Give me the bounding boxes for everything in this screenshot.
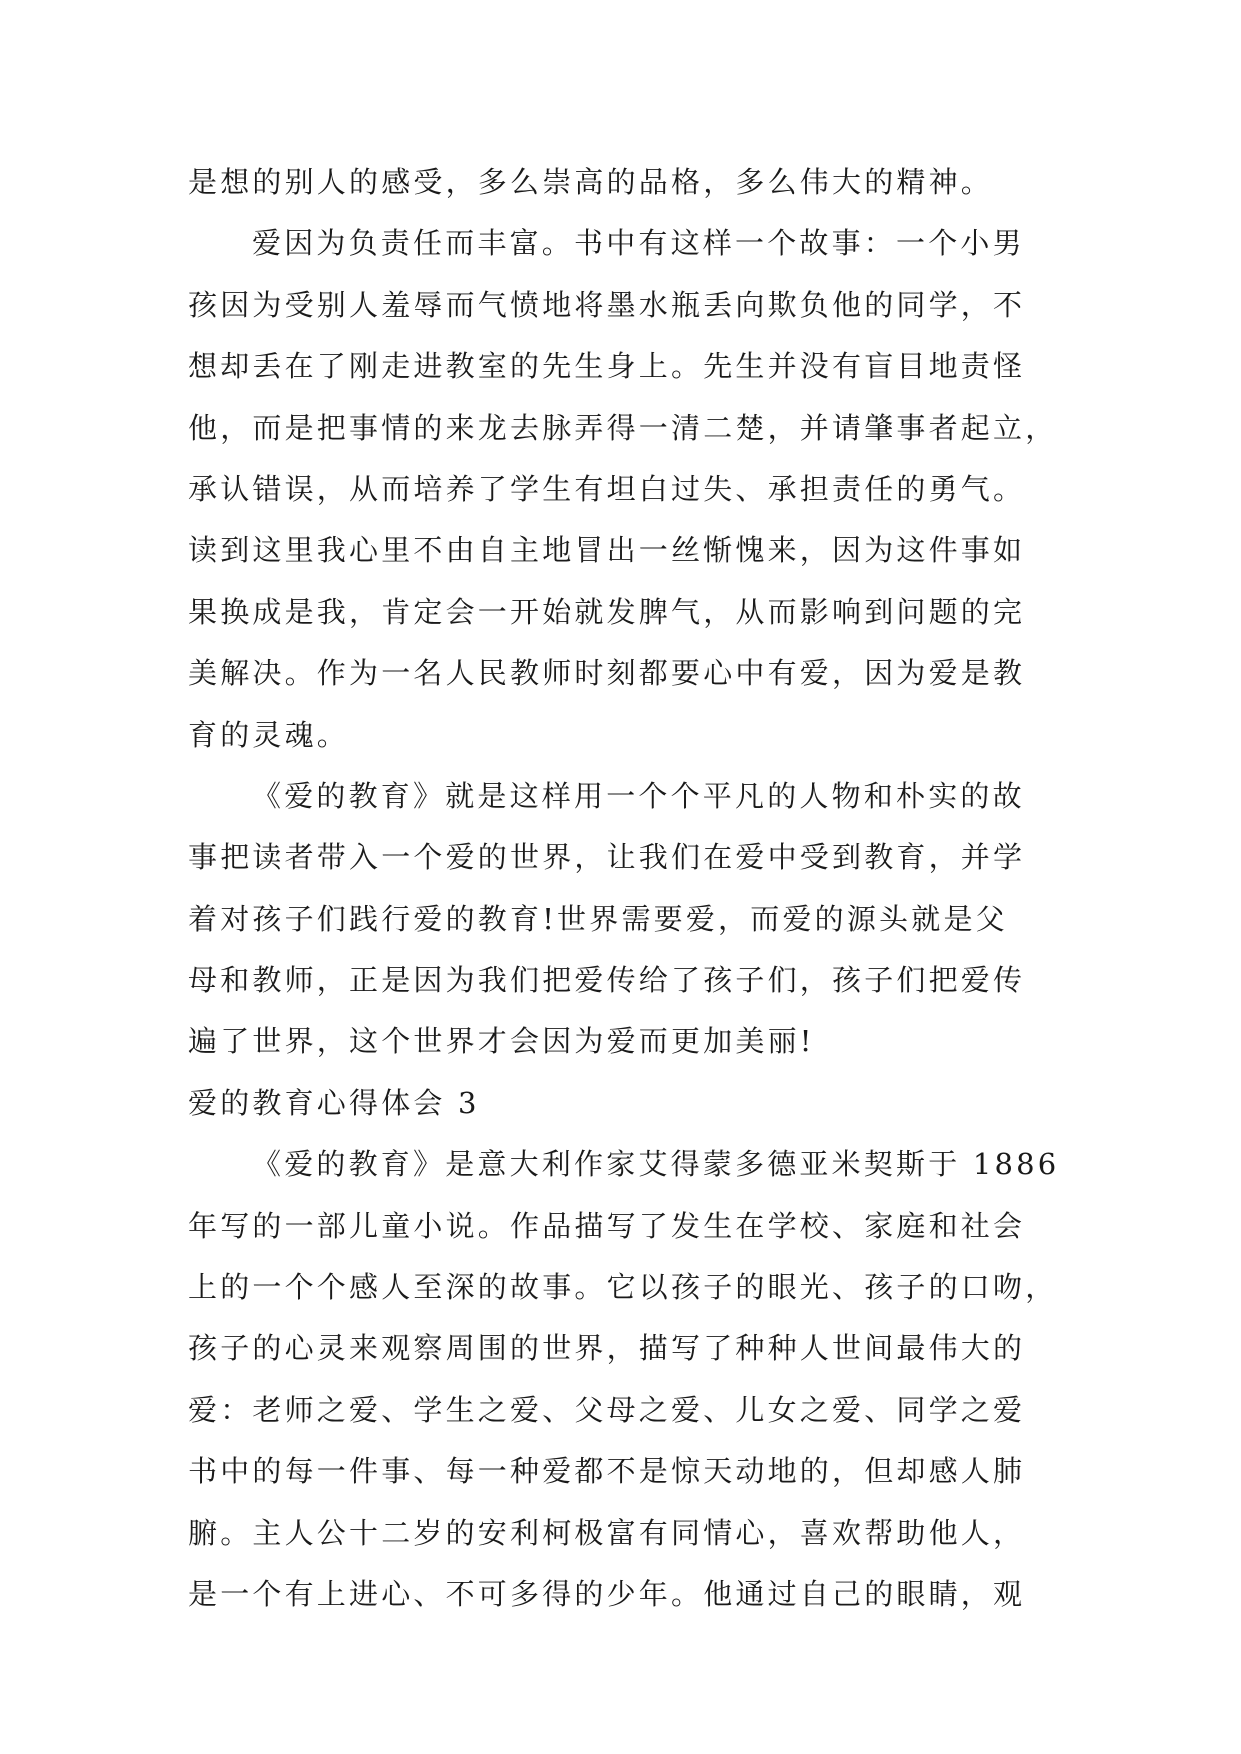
text-line: 爱：老师之爱、学生之爱、父母之爱、儿女之爱、同学之爱: [188, 1392, 1026, 1427]
text-line: 是想的别人的感受，多么崇高的品格，多么伟大的精神。: [188, 165, 994, 199]
text-line: 腑。主人公十二岁的安利柯极富有同情心，喜欢帮助他人，: [188, 1515, 1026, 1550]
text-line: 着对孩子们践行爱的教育!世界需要爱，而爱的源头就是父: [188, 901, 1008, 936]
text-line: 是一个有上进心、不可多得的少年。他通过自己的眼睛，观: [188, 1576, 1026, 1611]
section-heading: 爱的教育心得体会 3: [188, 1085, 480, 1120]
document-body: [188, 152, 1058, 1625]
text-line: 美解决。作为一名人民教师时刻都要心中有爱，因为爱是教: [188, 656, 1026, 691]
text-line: 爱因为负责任而丰富。书中有这样一个故事：一个小男: [252, 226, 1025, 261]
text-line: 《爱的教育》是意大利作家艾得蒙多德亚米契斯于 1886: [252, 1147, 1060, 1182]
text-line: 事把读者带入一个爱的世界，让我们在爱中受到教育，并学: [188, 840, 1026, 875]
text-line: 书中的每一件事、每一种爱都不是惊天动地的，但却感人肺: [188, 1454, 1026, 1489]
text-line: 果换成是我，肯定会一开始就发脾气，从而影响到问题的完: [188, 594, 1026, 629]
text-line: 育的灵魂。: [188, 717, 350, 752]
text-line: 《爱的教育》就是这样用一个个平凡的人物和朴实的故: [252, 778, 1025, 813]
text-line: 他，而是把事情的来龙去脉弄得一清二楚，并请肇事者起立，: [188, 410, 1058, 445]
text-line: 上的一个个感人至深的故事。它以孩子的眼光、孩子的口吻，: [188, 1270, 1058, 1305]
text-line: 遍了世界，这个世界才会因为爱而更加美丽!: [188, 1024, 815, 1059]
text-line: 想却丢在了刚走进教室的先生身上。先生并没有盲目地责怪: [188, 349, 1026, 384]
text-line: 孩因为受别人羞辱而气愤地将墨水瓶丢向欺负他的同学，不: [188, 287, 1026, 322]
text-line: 孩子的心灵来观察周围的世界，描写了种种人世间最伟大的: [188, 1331, 1026, 1366]
text-line: 读到这里我心里不由自主地冒出一丝惭愧来，因为这件事如: [188, 533, 1026, 568]
text-line: 年写的一部儿童小说。作品描写了发生在学校、家庭和社会: [188, 1208, 1026, 1243]
text-line: 母和教师，正是因为我们把爱传给了孩子们，孩子们把爱传: [188, 963, 1026, 998]
text-line: 承认错误，从而培养了学生有坦白过失、承担责任的勇气。: [188, 471, 1026, 506]
